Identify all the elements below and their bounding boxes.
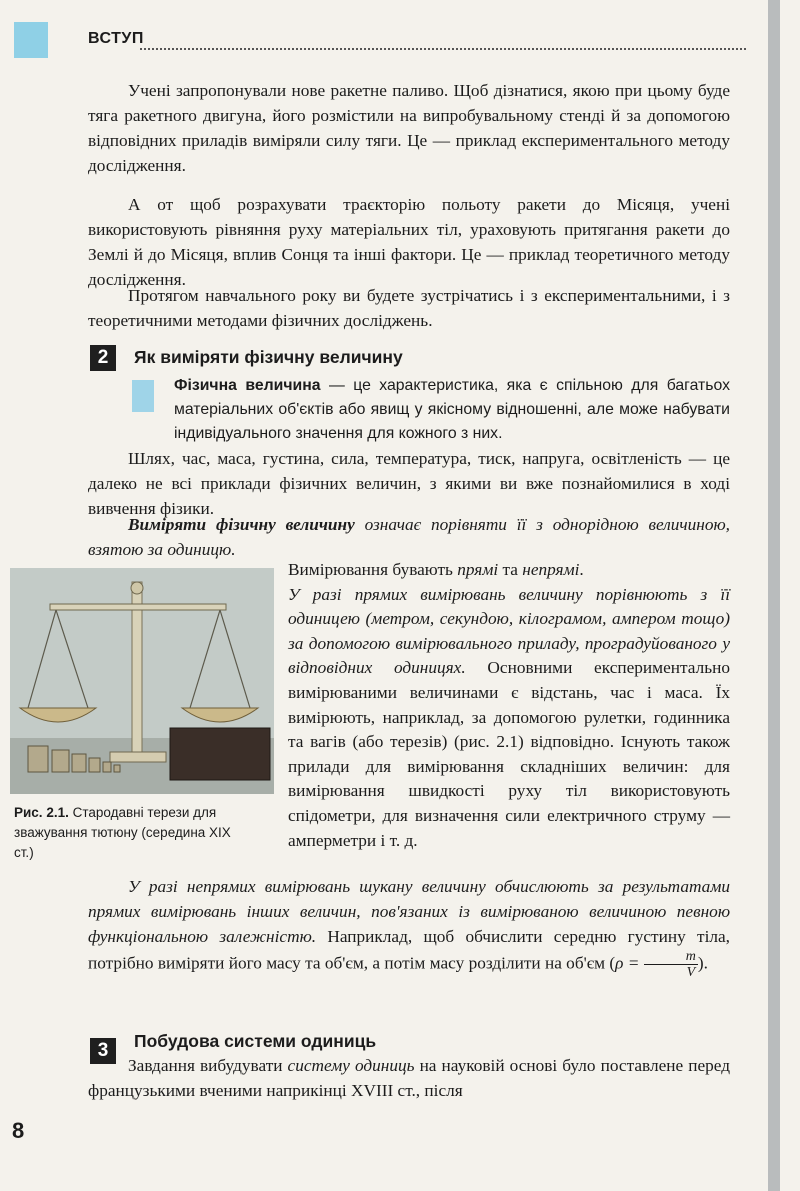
measure-types-lead: Вимірювання бувають xyxy=(288,560,458,579)
figure-caption-label: Рис. 2.1. xyxy=(14,805,69,820)
definition-term: Фізична величина xyxy=(174,377,321,394)
paragraph-3: Протягом навчального року ви будете зустрічатись і з експериментальними, і з теоретичними методами фізичних досліджень. xyxy=(88,286,730,330)
and-word: та xyxy=(498,560,523,579)
fraction-denominator: V xyxy=(686,965,696,980)
indirect-measure-example: Наприклад, щоб обчислити середню густину тіла, потрібно виміряти його масу та об'єм, а потім масу розділити на об'єм ( xyxy=(88,927,730,973)
fraction-numerator: m xyxy=(644,949,698,965)
section-2-title: Як виміряти фізичну величину xyxy=(134,347,403,367)
definition-marker xyxy=(132,380,154,412)
direct-term: прямі xyxy=(457,560,499,579)
formula-close: ). xyxy=(697,953,708,973)
measure-rule-term: Виміряти фізичну величину xyxy=(128,515,355,534)
section-3-title: Побудова системи одиниць xyxy=(134,1031,377,1051)
period: . xyxy=(579,560,584,579)
measure-rule-text: означає порівняти її з однорідною величиною, взятою за одиницю. xyxy=(88,515,731,559)
scales-illustration xyxy=(10,568,274,794)
unit-system-lead: Завдання вибудувати xyxy=(128,1056,288,1075)
page-edge-bar xyxy=(768,0,780,1191)
section-2-number: 2 xyxy=(90,345,116,371)
paragraph-1: Учені запропонували нове ракетне паливо. Щоб дізнатися, якою при цьому буде тяга ракетного двигуна, його розмістили на випробувальному стенді й за допомогою відповідних приладів виміряли силу тяги. Це — приклад експериментального методу дослідження. xyxy=(88,81,730,175)
figure-caption-text: Стародавні терези для зважування тютюну (середина XIX ст.) xyxy=(14,805,231,860)
header-rule xyxy=(140,48,746,50)
direct-measure-definition: У разі прямих вимірювань величину порівнюють з її одиницею (метром, секундою, кілограмом, ампером тощо) за допомогою вимірювального приладу, проградуйованого у відповідних одиницях. xyxy=(288,584,730,678)
section-3-number: 3 xyxy=(90,1038,116,1064)
figure-scales-photo xyxy=(10,568,274,794)
paragraph-2: А от щоб розрахувати траєкторію польоту ракети до Місяця, учені використовують рівняння руху матеріальних тіл, ураховують притягання ракети до Землі й до Місяця, вплив Сонця та інші фактори. Це — приклад теоретичного методу дослідження. xyxy=(88,195,730,289)
density-fraction xyxy=(644,949,698,980)
chapter-tab xyxy=(14,22,48,58)
figure-caption xyxy=(14,803,254,863)
paragraph-examples: Шлях, час, маса, густина, сила, температура, тиск, напруга, освітленість — це далеко не всі приклади фізичних величин, з якими ви вже познайомилися в ході вивчення фізики. xyxy=(88,449,730,518)
indirect-term: непрямі xyxy=(522,560,580,579)
paragraph-unit-system xyxy=(88,1053,730,1103)
unit-system-term: систему одиниць xyxy=(287,1056,415,1075)
measurement-column-text xyxy=(288,558,730,853)
chapter-header: ВСТУП xyxy=(88,30,144,47)
indirect-measure-definition: У разі непрямих вимірювань шукану величину обчислюють за результатами прямих вимірювань інших величин, пов'язаних із вимірюваною величиною певною функціональною залежністю. xyxy=(88,877,730,946)
formula-lhs: ρ = xyxy=(615,953,644,973)
direct-measure-examples: Основними експериментально вимірюваними величинами є відстань, час і маса. Їх вимірюють, наприклад, за допомогою рулетки, годинника та вагів (або терезів) (рис. 2.1) відповідно. Існують також прилади для вимірювання складніших величин: для вимірювання швидкості руху тіл використовують спідометри, для визначення сили електричного струму — амперметри і т. д. xyxy=(288,658,731,850)
paragraph-measure-rule xyxy=(88,512,730,562)
definition-text: — це характеристика, яка є спільною для багатьох матеріальних об'єктів або явищ у якісному відношенні, але може набувати індивідуального значення для кожного з них. xyxy=(174,377,730,442)
page-number: 8 xyxy=(12,1118,25,1143)
paragraph-indirect-measure xyxy=(88,874,730,980)
unit-system-rest: на науковій основі було поставлене перед французькими вченими наприкінці XVIII ст., після xyxy=(88,1056,731,1100)
definition-box xyxy=(174,374,730,446)
